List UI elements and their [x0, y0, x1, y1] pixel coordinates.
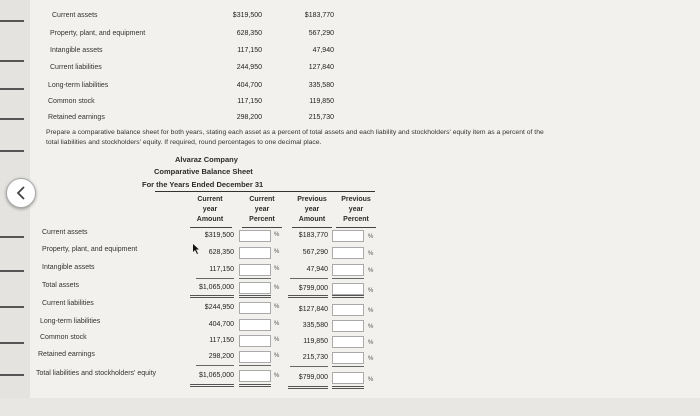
- row-label: Total liabilities and stockholders' equity: [36, 370, 157, 377]
- header-text: year: [304, 206, 320, 213]
- row-label: Total assets: [42, 282, 79, 289]
- current-amount: $319,500: [204, 232, 234, 239]
- percent-symbol: %: [274, 285, 280, 291]
- previous-percent-input[interactable]: [332, 304, 364, 316]
- sidebar-stripe: [0, 60, 24, 62]
- percent-symbol: %: [368, 268, 374, 274]
- subtotal-underline: [290, 366, 328, 367]
- header-previous-amount: [290, 195, 334, 225]
- header-previous-percent: [334, 195, 378, 225]
- instructions-text: total liabilities and stockholders' equity. If required, round percentages to one decimal place.: [46, 139, 322, 146]
- current-percent-input[interactable]: [239, 335, 271, 347]
- sidebar-stripe: [0, 236, 24, 238]
- given-label: Property, plant, and equipment: [50, 30, 146, 37]
- row-label: Intangible assets: [42, 264, 95, 271]
- header-underline: [242, 227, 282, 228]
- row-label: Retained earnings: [38, 351, 95, 358]
- given-previous: 119,850: [309, 98, 334, 105]
- given-current: 117,150: [237, 98, 262, 105]
- sidebar-stripe: [0, 88, 24, 90]
- previous-percent-input[interactable]: [332, 247, 364, 259]
- current-percent-input[interactable]: [239, 264, 271, 276]
- percent-symbol: %: [274, 232, 280, 238]
- given-current: 404,700: [236, 82, 262, 89]
- header-text: Percent: [249, 216, 275, 223]
- sidebar-stripe: [0, 374, 24, 376]
- given-label: Common stock: [48, 98, 95, 105]
- row-label: Common stock: [40, 334, 87, 341]
- header-text: Amount: [298, 216, 326, 223]
- given-current: $319,500: [232, 12, 262, 19]
- sidebar-stripe: [0, 306, 24, 308]
- percent-symbol: %: [368, 377, 374, 383]
- current-percent-input[interactable]: [239, 319, 271, 331]
- header-underline: [292, 227, 332, 228]
- sidebar-stripe: [0, 20, 24, 22]
- header-underline: [190, 227, 232, 228]
- percent-symbol: %: [274, 353, 280, 359]
- percent-symbol: %: [368, 251, 374, 257]
- header-text: Previous: [297, 196, 327, 203]
- instructions-text: Prepare a comparative balance sheet for both years, stating each asset as a percent of total assets and each liability and stockholders' equity item as a percent of the: [46, 129, 544, 136]
- header-text: year: [348, 206, 364, 213]
- previous-amount: $799,000: [298, 374, 328, 381]
- subtotal-underline: [239, 365, 271, 366]
- statement-title: Comparative Balance Sheet: [154, 167, 253, 176]
- percent-symbol: %: [368, 288, 374, 294]
- current-amount: $244,950: [204, 304, 234, 311]
- percent-symbol: %: [274, 373, 280, 379]
- header-current-percent: [240, 195, 284, 225]
- bottom-bar: [0, 398, 700, 416]
- given-label: Long-term liabilities: [48, 82, 109, 89]
- previous-percent-input[interactable]: [332, 336, 364, 348]
- header-text: Amount: [196, 216, 224, 223]
- current-amount: $1,065,000: [198, 372, 234, 379]
- current-percent-input[interactable]: [239, 247, 271, 259]
- previous-percent-input[interactable]: [332, 230, 364, 242]
- total-double-underline: [190, 384, 234, 387]
- previous-amount: 47,940: [306, 266, 328, 273]
- statement-period: For the Years Ended December 31: [142, 180, 264, 189]
- row-label: Long-term liabilities: [40, 318, 101, 325]
- previous-amount: 335,580: [302, 322, 328, 329]
- previous-percent-input[interactable]: [332, 372, 364, 384]
- percent-symbol: %: [368, 356, 374, 362]
- total-double-underline: [239, 384, 271, 387]
- previous-amount: 567,290: [302, 249, 328, 256]
- previous-amount: 119,850: [303, 338, 328, 345]
- current-percent-input[interactable]: [239, 370, 271, 382]
- given-previous: 215,730: [308, 114, 334, 121]
- subtotal-underline: [196, 365, 234, 366]
- header-text: Current: [197, 196, 223, 203]
- subtotal-underline: [196, 278, 234, 279]
- company-name: Alvaraz Company: [175, 155, 238, 164]
- total-double-underline: [288, 295, 328, 298]
- header-rule: [155, 191, 375, 192]
- percent-symbol: %: [274, 266, 280, 272]
- previous-amount: $183,770: [298, 232, 328, 239]
- row-label: Current liabilities: [42, 300, 94, 307]
- given-label: Current liabilities: [50, 64, 102, 71]
- previous-amount: $127,840: [298, 306, 328, 313]
- given-current: 244,950: [236, 64, 262, 71]
- row-label: Current assets: [42, 229, 88, 236]
- back-button[interactable]: [6, 178, 36, 208]
- sidebar-stripe: [0, 342, 24, 344]
- row-label: Property, plant, and equipment: [42, 246, 138, 253]
- percent-symbol: %: [368, 324, 374, 330]
- header-underline: [336, 227, 376, 228]
- current-amount: 117,150: [209, 337, 234, 344]
- header-text: Current: [249, 196, 275, 203]
- sidebar-stripe: [0, 118, 24, 120]
- header-text: year: [202, 206, 218, 213]
- sidebar-stripe: [0, 270, 24, 272]
- subtotal-underline: [239, 278, 271, 279]
- percent-symbol: %: [368, 340, 374, 346]
- total-double-underline: [288, 386, 328, 389]
- given-current: 298,200: [236, 114, 262, 121]
- previous-percent-input[interactable]: [332, 320, 364, 332]
- given-previous: 127,840: [308, 64, 334, 71]
- percent-symbol: %: [368, 308, 374, 314]
- current-amount: 117,150: [209, 266, 234, 273]
- current-amount: $1,065,000: [198, 284, 234, 291]
- previous-percent-input[interactable]: [332, 264, 364, 276]
- given-label: Current assets: [52, 12, 98, 19]
- previous-amount: 215,730: [302, 354, 328, 361]
- given-current: 628,350: [236, 30, 262, 37]
- current-amount: 628,350: [208, 249, 234, 256]
- chevron-left-icon: [15, 186, 27, 200]
- previous-percent-input[interactable]: [332, 283, 364, 295]
- current-percent-input[interactable]: [239, 302, 271, 314]
- current-amount: 298,200: [208, 353, 234, 360]
- given-label: Intangible assets: [50, 47, 103, 54]
- percent-symbol: %: [274, 337, 280, 343]
- subtotal-underline: [290, 278, 328, 279]
- total-double-underline: [239, 295, 271, 298]
- mouse-cursor-icon: [193, 244, 200, 254]
- sidebar-stripe: [0, 150, 24, 152]
- previous-amount: $799,000: [298, 285, 328, 292]
- header-current-amount: [188, 195, 232, 225]
- given-previous: 47,940: [312, 47, 334, 54]
- total-double-underline: [332, 295, 364, 298]
- given-previous: 567,290: [308, 30, 334, 37]
- header-text: Percent: [343, 216, 369, 223]
- percent-symbol: %: [274, 304, 280, 310]
- percent-symbol: %: [274, 321, 280, 327]
- header-text: Previous: [341, 196, 371, 203]
- percent-symbol: %: [274, 249, 280, 255]
- percent-symbol: %: [368, 234, 374, 240]
- current-percent-input[interactable]: [239, 230, 271, 242]
- given-previous: 335,580: [308, 82, 334, 89]
- total-double-underline: [332, 386, 364, 389]
- current-percent-input[interactable]: [239, 351, 271, 363]
- given-current: 117,150: [237, 47, 262, 54]
- previous-percent-input[interactable]: [332, 352, 364, 364]
- left-sidebar: [0, 0, 30, 416]
- given-previous: $183,770: [304, 12, 334, 19]
- current-amount: 404,700: [208, 321, 234, 328]
- subtotal-underline: [332, 278, 364, 279]
- subtotal-underline: [332, 366, 364, 367]
- total-double-underline: [190, 295, 234, 298]
- given-label: Retained earnings: [48, 114, 105, 121]
- header-text: year: [254, 206, 270, 213]
- current-percent-input[interactable]: [239, 282, 271, 294]
